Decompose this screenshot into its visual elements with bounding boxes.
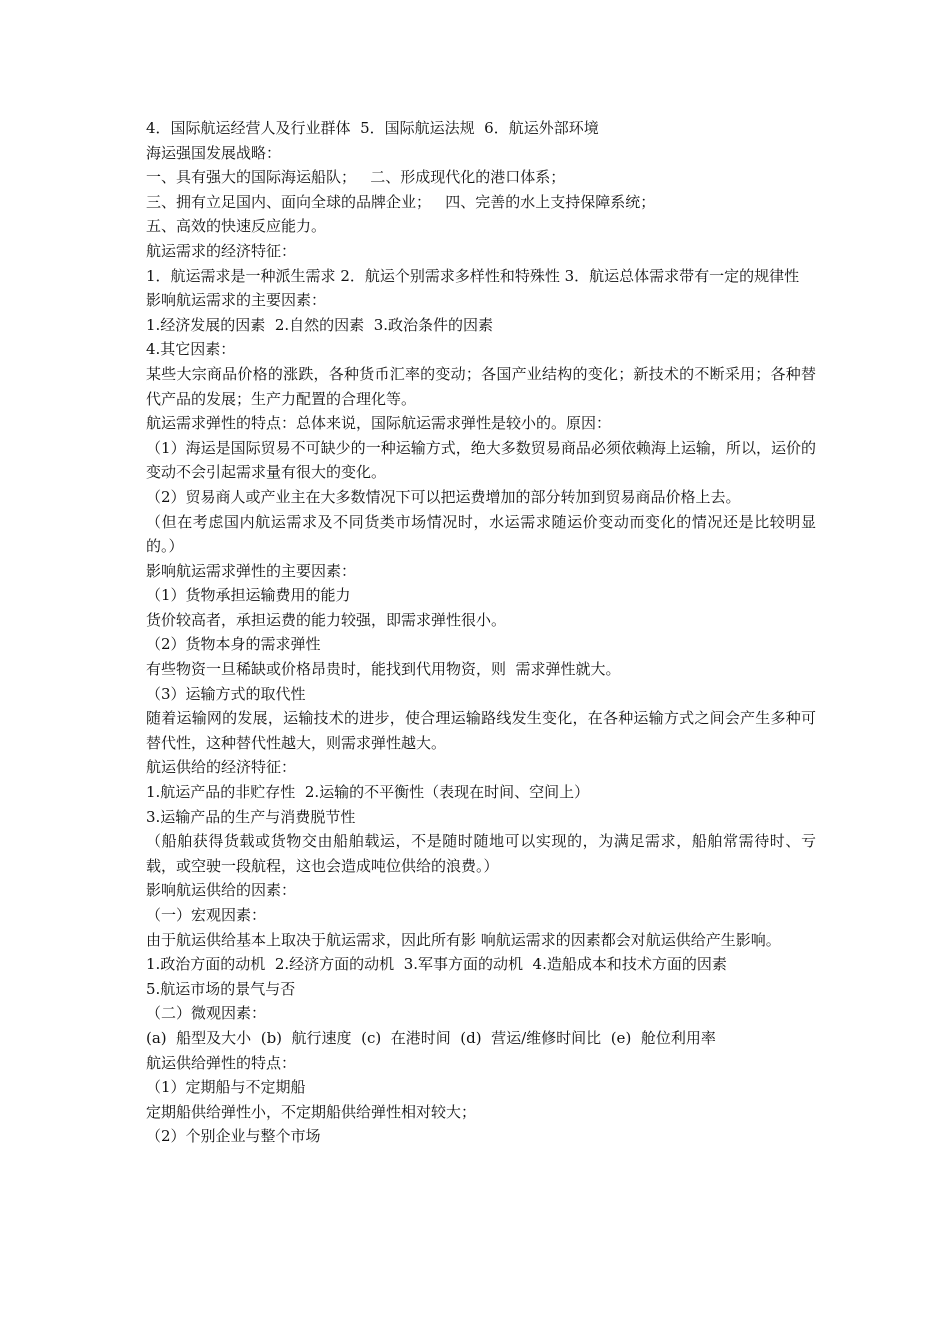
text-line: （二）微观因素：	[146, 1004, 267, 1023]
text-line: 4.其它因素：	[146, 340, 236, 359]
section-heading: 影响航运需求弹性的主要因素：	[146, 561, 357, 580]
text-line: 货价较高者，承担运费的能力较强，即需求弹性很小。	[146, 610, 507, 629]
section-heading: 影响航运需求的主要因素：	[146, 291, 327, 310]
text-line: （2）个别企业与整个市场	[146, 1127, 321, 1146]
paragraph: 由于航运供给基本上取决于航运需求，因此所有影 响航运需求的因素都会对航运供给产生影响。	[146, 930, 781, 949]
section-heading: 航运需求弹性的特点：总体来说，国际航运需求弹性是较小的。原因：	[146, 414, 612, 433]
document-body	[146, 116, 816, 1149]
text-line: （1）货物承担运输费用的能力	[146, 586, 351, 605]
paragraph: （1）海运是国际贸易不可缺少的一种运输方式，绝大多数贸易商品必须依赖海上运输，所以，运价的变动不会引起需求量有很大的变化。	[146, 438, 816, 482]
text-line: （3）运输方式的取代性	[146, 684, 306, 703]
text-line: 三、拥有立足国内、面向全球的品牌企业； 四、完善的水上支持保障系统；	[146, 192, 656, 211]
text-line: （一）宏观因素：	[146, 906, 267, 924]
text-line: (a) 船型及大小 (b) 航行速度 (c) 在港时间 (d) 营运/维修时间比 (e) 舱位利用率	[146, 1028, 716, 1047]
text-line: 五、高效的快速反应能力。	[146, 217, 327, 236]
paragraph: 某些大宗商品价格的涨跌，各种货币汇率的变动；各国产业结构的变化；新技术的不断采用；各种替代产品的发展；生产力配置的合理化等。	[146, 364, 816, 408]
text-line: 1.经济发展的因素 2.自然的因素 3.政治条件的因素	[146, 315, 494, 334]
text-line: 定期船供给弹性小，不定期船供给弹性相对较大；	[146, 1102, 477, 1121]
text-line: 5.航运市场的景气与否	[146, 979, 296, 998]
text-line: 3.运输产品的生产与消费脱节性	[146, 807, 356, 826]
text-line: 4．国际航运经营人及行业群体 5．国际航运法规 6．航运外部环境	[146, 119, 599, 137]
text-line: 一、具有强大的国际海运船队； 二、形成现代化的港口体系；	[146, 168, 566, 187]
paragraph: （但在考虑国内航运需求及不同货类市场情况时，水运需求随运价变动而变化的情况还是比较明显的。）	[146, 512, 816, 556]
text-line: （2）货物本身的需求弹性	[146, 635, 321, 654]
text-line: 1.政治方面的动机 2.经济方面的动机 3.军事方面的动机 4.造船成本和技术方面的因素	[146, 955, 727, 974]
section-heading: 航运供给弹性的特点：	[146, 1053, 297, 1072]
text-line: 有些物资一旦稀缺或价格昂贵时，能找到代用物资，则 需求弹性就大。	[146, 660, 621, 679]
paragraph: 随着运输网的发展，运输技术的进步，使合理运输路线发生变化，在各种运输方式之间会产生多种可替代性，这种替代性越大，则需求弹性越大。	[146, 709, 816, 752]
section-heading: 航运供给的经济特征：	[146, 758, 297, 777]
text-line: （1）定期船与不定期船	[146, 1078, 306, 1097]
paragraph: 1．航运需求是一种派生需求 2．航运个别需求多样性和特殊性 3．航运总体需求带有一定的规律性	[146, 266, 800, 285]
text-line: （2）贸易商人或产业主在大多数情况下可以把运费增加的部分转加到贸易商品价格上去。	[146, 487, 741, 506]
text-line: 1.航运产品的非贮存性 2.运输的不平衡性（表现在时间、空间上）	[146, 783, 590, 802]
section-heading: 海运强国发展战略：	[146, 143, 282, 162]
section-heading: 影响航运供给的因素：	[146, 881, 297, 900]
section-heading: 航运需求的经济特征：	[146, 241, 297, 260]
paragraph: （船舶获得货载或货物交由船舶载运，不是随时随地可以实现的，为满足需求，船舶常需待时、亏载，或空驶一段航程，这也会造成吨位供给的浪费。）	[146, 832, 816, 875]
